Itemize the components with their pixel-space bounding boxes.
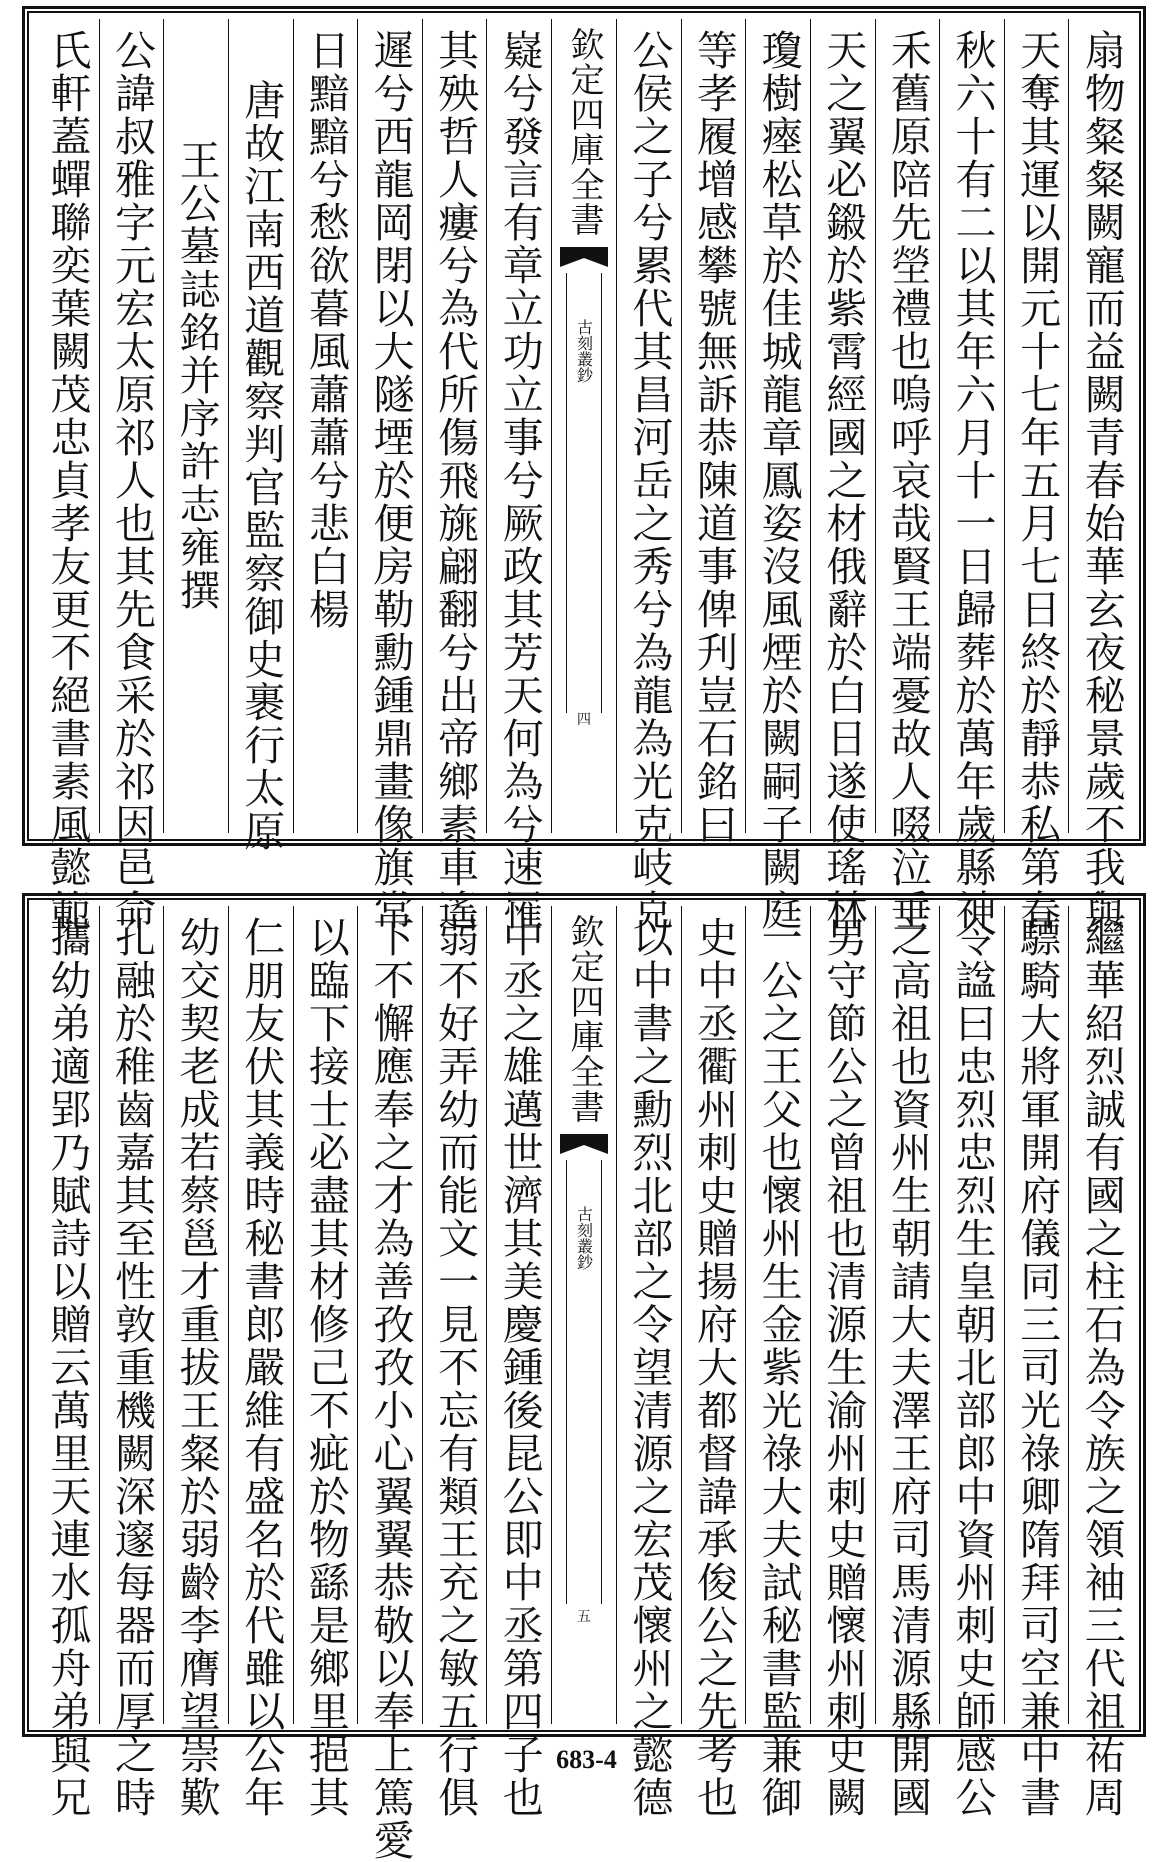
text-column <box>486 906 551 1819</box>
column-text: 驃騎大將軍開府儀同三司光祿卿隋拜司空兼中書 <box>1013 916 1062 1819</box>
text-column <box>810 19 875 932</box>
text-column <box>357 19 422 932</box>
column-text: 日黯黯兮愁欲暮風蕭蕭兮悲白楊 <box>301 29 350 631</box>
fold-title: 欽定四庫全書 <box>564 914 604 1124</box>
column-text: 孔融於稚齒嘉其至性敦重機闕深邃每器而厚之時 <box>107 916 156 1819</box>
column-text: 令諡曰忠烈忠烈生皇朝北部郎中資州刺史師感公 <box>948 916 997 1819</box>
text-column <box>681 19 746 846</box>
text-column <box>228 19 293 853</box>
top-page-panel <box>22 6 1146 932</box>
text-column <box>99 906 164 1819</box>
top-columns <box>35 19 1133 932</box>
text-column <box>939 19 1004 932</box>
text-column <box>616 906 681 1819</box>
column-text: 禾舊原陪先塋禮也嗚呼哀哉賢王端憂故人啜泣垂 <box>883 29 932 932</box>
column-text: 公諱叔雅字元宏太原祁人也其先食采於祁因邑命 <box>107 29 156 932</box>
column-text: 幼交契老成若蔡邕才重拔王粲於弱齡李膺望崇歎 <box>172 916 221 1819</box>
text-column <box>163 906 228 1819</box>
fish-tail-mark <box>560 1134 608 1154</box>
column-text: 瓊樹瘞松草於佳城龍章鳳姿沒風煙於闕嗣子闕庭 <box>754 29 803 932</box>
column-text: 弱不好弄幼而能文一見不忘有類王充之敏五行俱 <box>431 916 480 1819</box>
fold-page-number: 五 <box>577 1609 591 1625</box>
column-text: 等孝履增感攀號無訴恭陳道事俾刋豈石銘曰 <box>689 29 738 846</box>
fold-column <box>551 906 616 1724</box>
column-text: 氏軒蓋蟬聯奕葉闕茂忠貞孝友更不絕書素風懿範 <box>43 29 92 932</box>
text-column <box>810 906 875 1819</box>
column-text: 男守節公之曾祖也清源生渝州刺史贈懷州刺史闕 <box>819 916 868 1819</box>
text-column <box>422 19 487 932</box>
text-column <box>99 19 164 932</box>
text-column <box>35 906 99 1819</box>
text-column <box>35 19 99 932</box>
text-column <box>486 19 551 932</box>
fold-subtitle: 古刻叢鈔 <box>574 1206 594 1270</box>
column-text: 天奪其運以開元十七年五月七日終於靜恭私第春 <box>1013 29 1062 932</box>
page-number: 683-4 <box>556 1745 617 1774</box>
text-column <box>939 906 1004 1819</box>
text-column <box>422 906 487 1819</box>
text-column <box>745 19 810 932</box>
text-column <box>1004 19 1069 932</box>
column-text: 王公墓誌銘并序許志雍撰 <box>172 139 221 612</box>
column-text: 仁朋友伏其義時秘書郎嚴維有盛名於代雖以公年 <box>237 916 286 1819</box>
column-text: 天之翼必鎩於紫霄經國之材俄辭於白日遂使瑤林 <box>819 29 868 932</box>
column-text: 扇物粲粲闕寵而益闕青春始華玄夜秘景歲不我與 <box>1077 29 1126 932</box>
column-text: 嶷兮發言有章立功立事兮厥政其芳天何為兮速罹 <box>495 29 544 932</box>
column-text: 攜幼弟適郢乃賦詩以贈云萬里天連水孤舟弟與兄 <box>43 916 92 1819</box>
fold-title: 欽定四庫全書 <box>564 27 604 237</box>
text-column <box>875 906 940 1819</box>
column-text: 一公之王父也懷州生金紫光祿大夫試秘書監兼御 <box>754 916 803 1819</box>
column-text: 遲兮西龍岡閉以大隧堙於便房勒勳鍾鼎畫像旗常 <box>366 29 415 932</box>
text-column <box>681 906 746 1819</box>
text-column <box>293 906 358 1819</box>
fold-column <box>551 19 616 833</box>
column-text: 繼華紹烈誠有國之柱石為令族之領袖三代祖祐周 <box>1077 916 1126 1819</box>
fold-subtitle: 古刻叢鈔 <box>574 319 594 383</box>
column-text: 公侯之子兮累代其昌河岳之秀兮為龍為光克岐克 <box>625 29 674 932</box>
text-column <box>1068 906 1133 1819</box>
text-column <box>1004 906 1069 1819</box>
column-text: 史中丞衢州刺史贈揚府大都督諱承俊公之先考也 <box>689 916 738 1819</box>
column-text: 中丞之雄邁世濟其美慶鍾後昆公即中丞第四子也 <box>495 916 544 1819</box>
text-column <box>293 19 358 833</box>
fold-page-number: 四 <box>577 712 591 728</box>
text-column <box>745 906 810 1819</box>
column-text: 秋六十有二以其年六月十一日歸葬於萬年歲縣神 <box>948 29 997 932</box>
text-column <box>875 19 940 932</box>
column-text: 之高祖也資州生朝請大夫澤王府司馬清源縣開國 <box>883 916 932 1819</box>
column-text: 唐故江南西道觀察判官監察御史裹行太原 <box>237 79 286 853</box>
text-column <box>163 19 228 833</box>
column-text: 以中書之勳烈北部之令望清源之宏茂懷州之懿德 <box>625 916 674 1819</box>
text-column <box>228 906 293 1819</box>
text-column <box>357 906 422 1862</box>
column-text: 其殃哲人瘻兮為代所傷飛旐翩翻兮出帝鄉素車遙 <box>431 29 480 932</box>
text-column <box>616 19 681 932</box>
column-text: 以臨下接士必盡其材修己不疵於物繇是鄉里挹其 <box>301 916 350 1819</box>
fish-tail-mark <box>560 247 608 267</box>
column-text: 下不懈應奉之才為善孜孜小心翼翼恭敬以奉上篤愛 <box>366 916 415 1862</box>
text-column <box>1068 19 1133 932</box>
